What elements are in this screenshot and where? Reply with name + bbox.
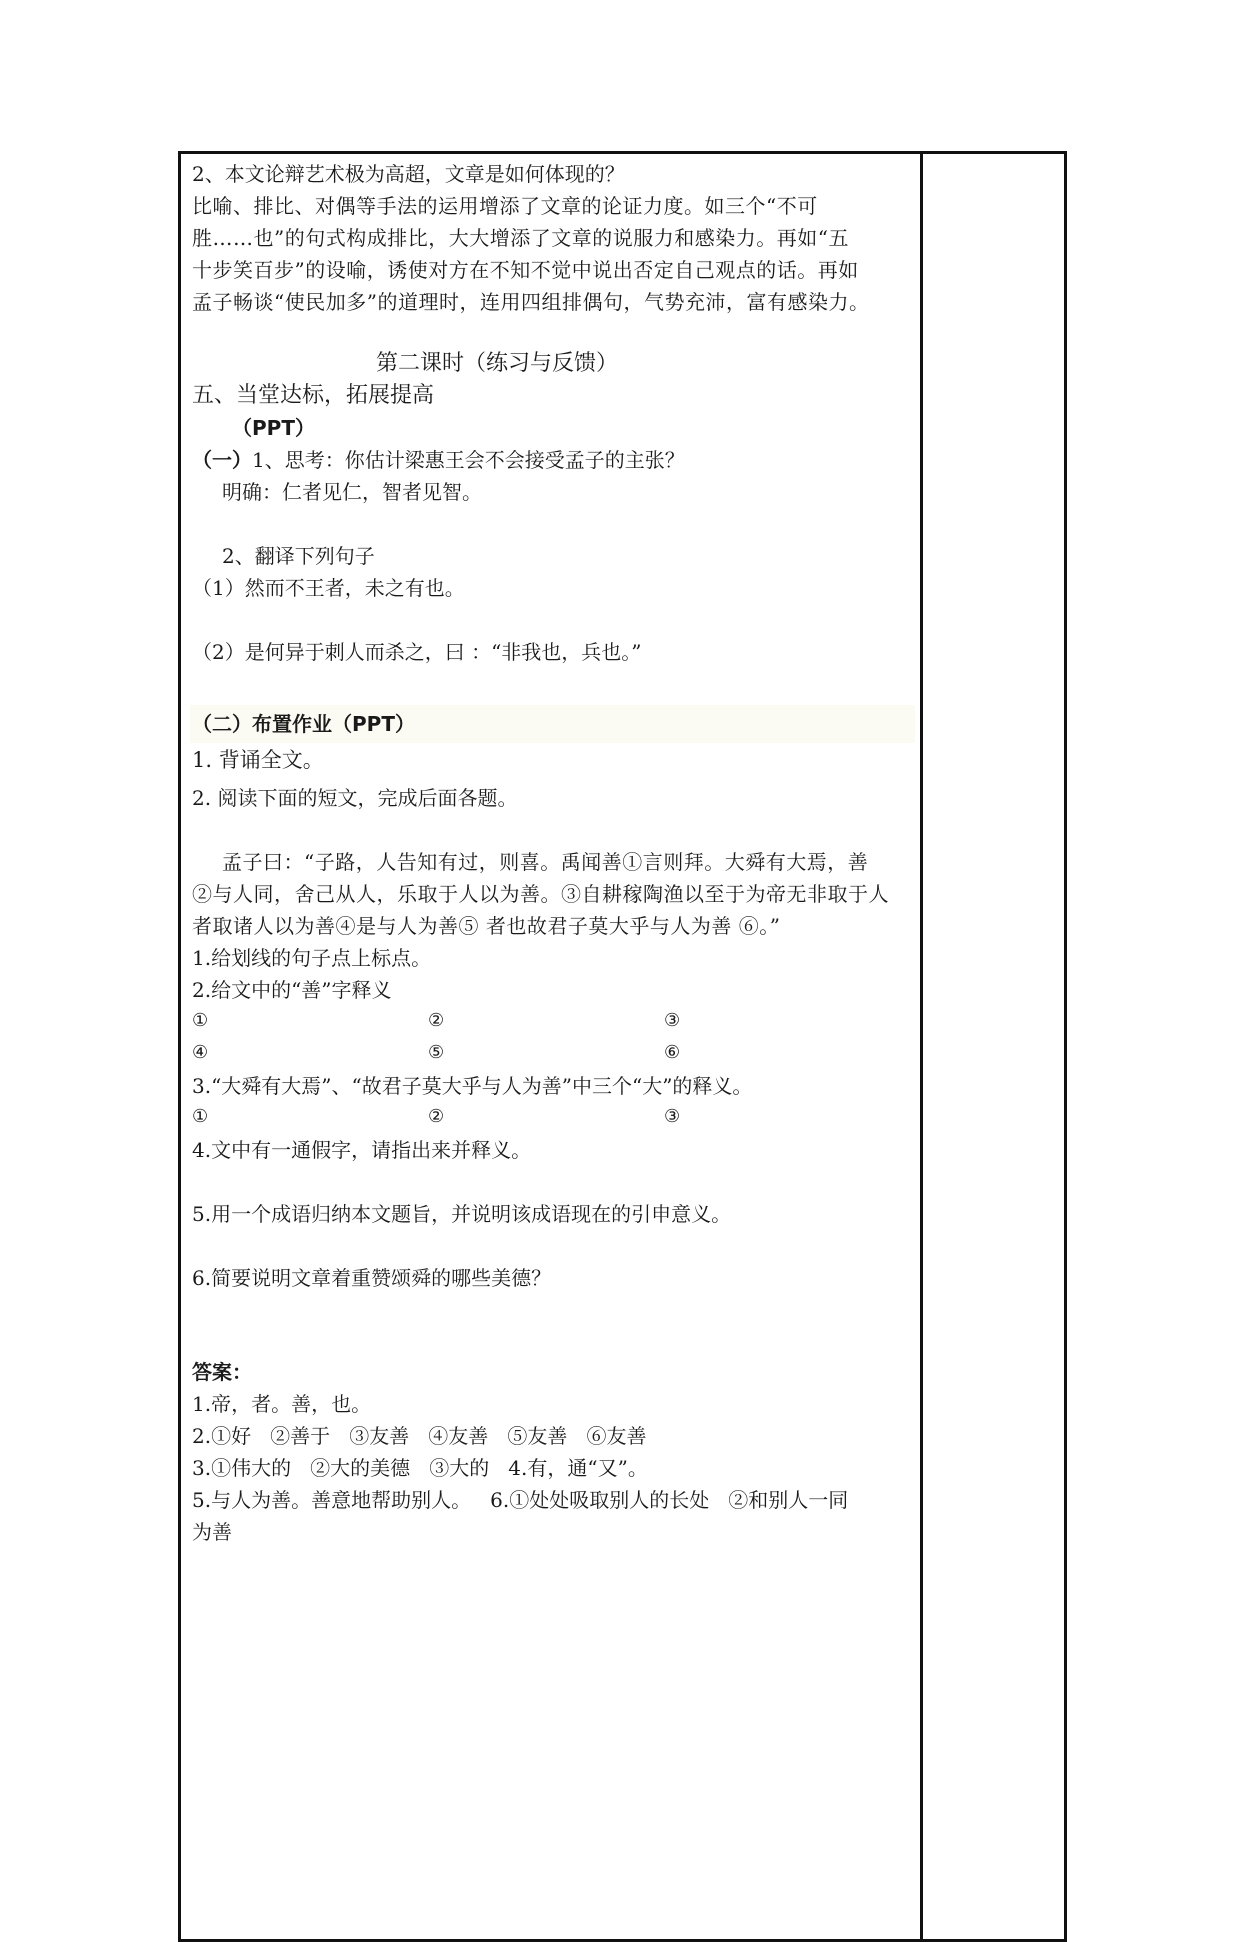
blank-marker: ⑤ — [428, 1042, 445, 1063]
exercise-1: 1.给划线的句子点上标点。 — [192, 946, 432, 970]
homework-item-2: 2. 阅读下面的短文，完成后面各题。 — [192, 786, 518, 810]
translate-sentence-1: （1）然而不王者，未之有也。 — [192, 576, 465, 600]
exercise-2: 2.给文中的“善”字释义 — [192, 978, 392, 1002]
answer-row: 5.与人为善。善意地帮助别人。 6.①处处吸取别人的长处 ②和别人一同 — [192, 1488, 849, 1512]
passage-line: 者取诸人以为善④是与人为善⑤ 者也故君子莫大乎与人为善 ⑥。” — [192, 914, 781, 938]
section-title: 五、当堂达标，拓展提高 — [192, 383, 435, 408]
answer-row: 1.帝，者。善，也。 — [192, 1392, 372, 1416]
blank-marker: ③ — [664, 1106, 681, 1127]
answer-row: 3.①伟大的 ②大的美德 ③大的 4.有，通“又”。 — [192, 1456, 648, 1480]
table-column-divider — [920, 151, 923, 1942]
answers-label: 答案： — [192, 1360, 252, 1384]
translate-sentence-2: （2）是何异于刺人而杀之，曰 ：“非我也，兵也。” — [192, 640, 642, 664]
answer-line: 孟子畅谈“使民加多”的道理时，连用四组排偶句，气势充沛，富有感染力。 — [192, 290, 870, 314]
part-1-question-1 — [192, 444, 685, 476]
exercise-3: 3.“大舜有大焉”、“故君子莫大乎与人为善”中三个“大”的释义。 — [192, 1074, 753, 1098]
lesson-2-title: 第二课时（练习与反馈） — [376, 351, 619, 376]
answer-line: 比喻、排比、对偶等手法的运用增添了文章的论证力度。如三个“不可 — [192, 194, 818, 218]
ppt-label: （PPT） — [232, 416, 315, 440]
exercise-6: 6.简要说明文章着重赞颂舜的哪些美德？ — [192, 1266, 552, 1290]
blank-marker: ④ — [192, 1042, 209, 1063]
blank-marker: ② — [428, 1106, 445, 1127]
blank-marker: ① — [192, 1106, 209, 1127]
blank-marker: ① — [192, 1010, 209, 1031]
translate-heading: 2、翻译下列句子 — [222, 544, 375, 568]
homework-item-1: 1. 背诵全文。 — [192, 748, 324, 772]
blank-marker: ③ — [664, 1010, 681, 1031]
exercise-5: 5.用一个成语归纳本文题旨，并说明该成语现在的引申意义。 — [192, 1202, 732, 1226]
answer-row: 为善 — [192, 1520, 232, 1544]
homework-title: （二）布置作业（PPT） — [192, 712, 415, 736]
exercise-4: 4.文中有一通假字，请指出来并释义。 — [192, 1138, 532, 1162]
part-1-label: （一） — [192, 448, 252, 472]
blank-marker: ⑥ — [664, 1042, 681, 1063]
passage-line: ②与人同，舍己从人，乐取于人以为善。③自耕稼陶渔以至于为帝无非取于人 — [192, 882, 889, 906]
think-question: 1、思考：你估计梁惠王会不会接受孟子的主张？ — [252, 448, 685, 472]
answer-line: 胜……也”的句式构成排比，大大增添了文章的说服力和感染力。再如“五 — [192, 226, 849, 250]
answer-line: 十步笑百步”的设喻，诱使对方在不知不觉中说出否定自己观点的话。再如 — [192, 258, 859, 282]
passage-line: 孟子曰：“子路，人告知有过，则喜。禹闻善①言则拜。大舜有大焉，善 — [222, 850, 869, 874]
blank-marker: ② — [428, 1010, 445, 1031]
question-2: 2、本文论辩艺术极为高超，文章是如何体现的？ — [192, 162, 625, 186]
answer-row: 2.①好 ②善于 ③友善 ④友善 ⑤友善 ⑥友善 — [192, 1424, 647, 1448]
think-answer: 明确：仁者见仁，智者见智。 — [222, 480, 482, 504]
